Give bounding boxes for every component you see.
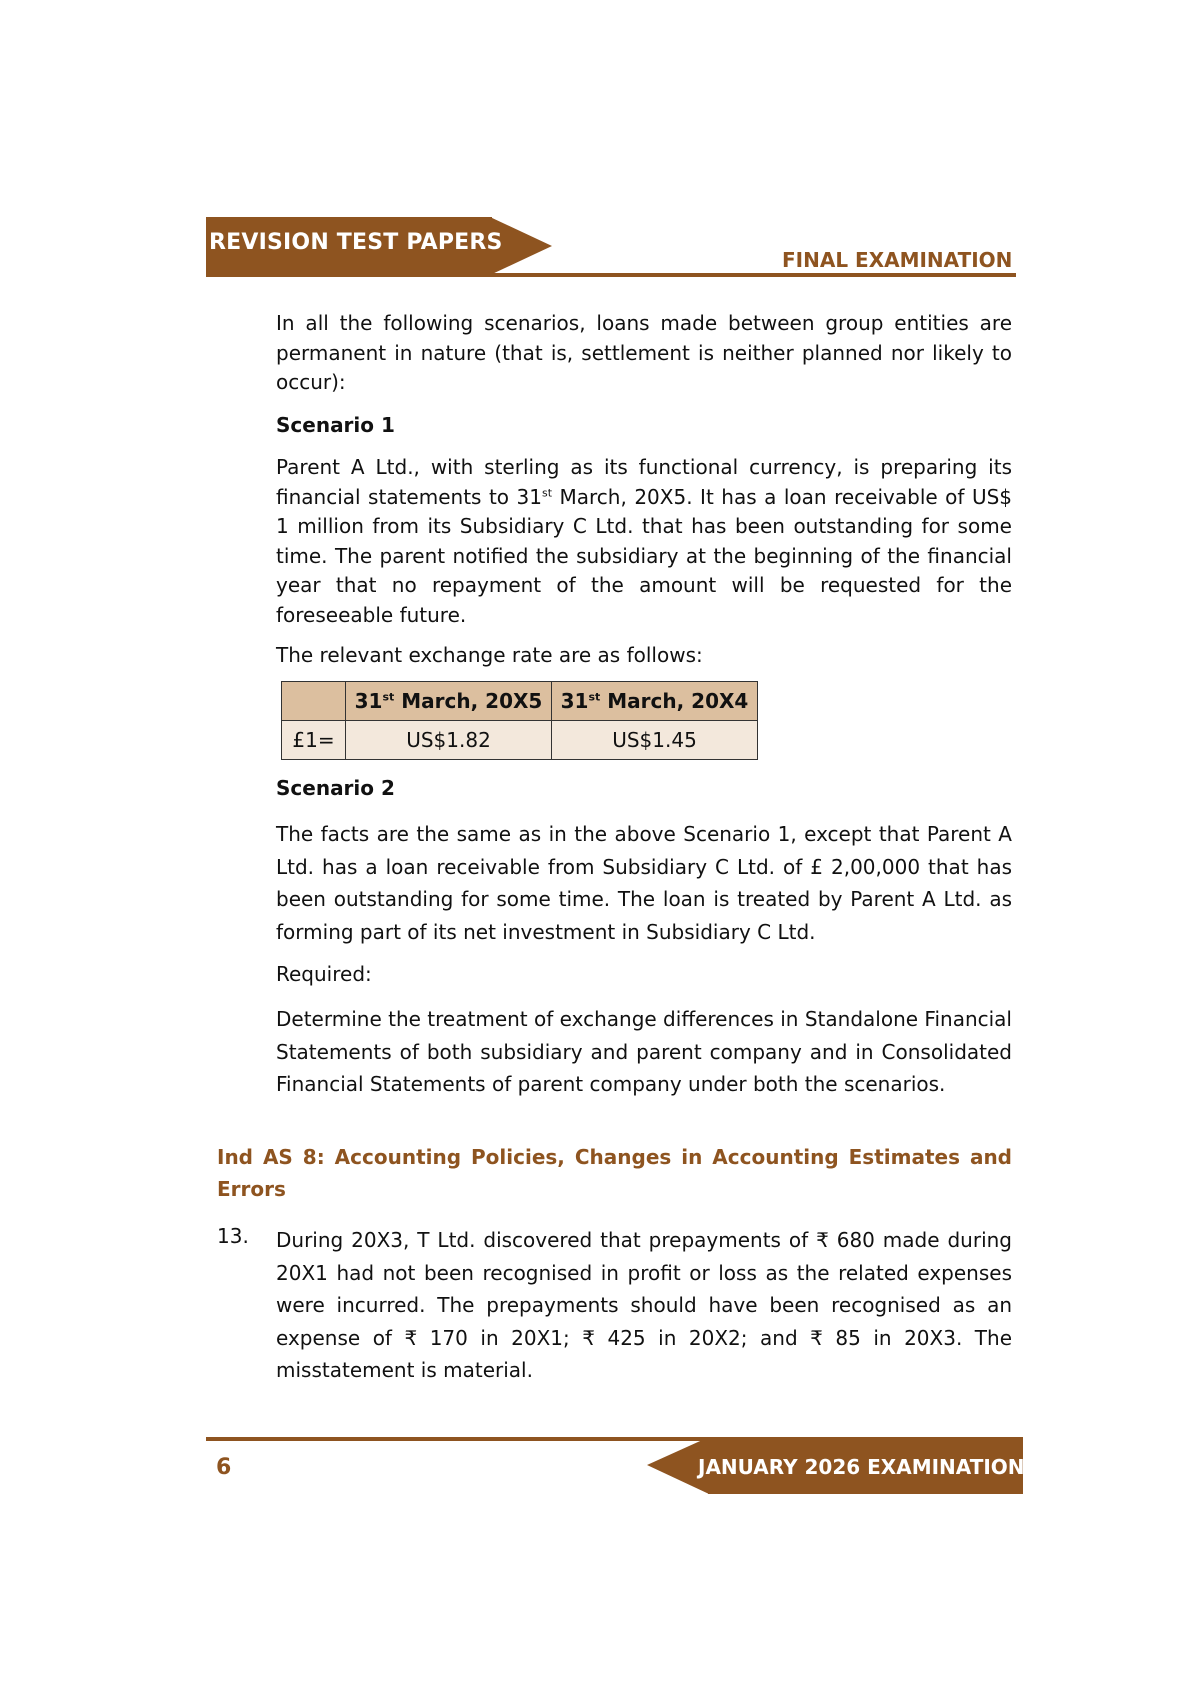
header-left-title: REVISION TEST PAPERS — [209, 230, 503, 255]
table-header-20x5: 31st March, 20X5 — [346, 682, 552, 721]
rates-intro: The relevant exchange rate are as follows: — [276, 643, 703, 667]
exchange-rate-table — [281, 681, 758, 760]
header-rule — [206, 273, 1016, 277]
table-header-20x4: 31st March, 20X4 — [552, 682, 758, 721]
footer-exam-label: JANUARY 2026 EXAMINATION — [698, 1455, 1025, 1479]
table-value-20x5: US$1.82 — [346, 721, 552, 760]
required-label: Required: — [276, 962, 372, 986]
scenario-1-sup: st — [541, 485, 553, 499]
intro-paragraph: In all the following scenarios, loans made between group entities are permanent in nature (that is, settlement is neither planned nor likely to occur): — [276, 311, 1012, 394]
page-number: 6 — [216, 1455, 232, 1480]
scenario-1-text-a: Parent A Ltd., with sterling as its functional currency, is preparing its financial statements to 31 — [276, 455, 1012, 509]
scenario-1-paragraph — [276, 453, 1012, 630]
scenario-1-heading: Scenario 1 — [276, 413, 395, 437]
table-row-label: £1= — [282, 721, 346, 760]
section-heading: Ind AS 8: Accounting Policies, Changes in Accounting Estimates and Errors — [217, 1145, 1012, 1201]
header-right-title: FINAL EXAMINATION — [782, 248, 1013, 272]
table-value-20x4: US$1.45 — [552, 721, 758, 760]
scenario-1-text-b: March, 20X5. It has a loan receivable of US$ 1 million from its Subsidiary C Ltd. that has been outstanding for some time. The parent notified the subsidiary at the beginning of the financial year that no repayment of the amount will be requested for the foreseeable future. — [276, 484, 1012, 627]
table-corner-cell — [282, 682, 346, 721]
scenario-2-heading: Scenario 2 — [276, 776, 395, 800]
scenario-2-paragraph: The facts are the same as in the above Scenario 1, except that Parent A Ltd. has a loan receivable from Subsidiary C Ltd. of £ 2,00,000 that has been outstanding for some time. The loan is treated by Parent A Ltd. as forming part of its net investment in Subsidiary C Ltd. — [276, 822, 1012, 944]
question-number: 13. — [217, 1224, 249, 1248]
table-row — [282, 721, 758, 760]
determine-paragraph: Determine the treatment of exchange differences in Standalone Financial Statements of both subsidiary and parent company and in Consolidated Financial Statements of parent company under both the scenarios. — [276, 1007, 1012, 1096]
question-13-text: During 20X3, T Ltd. discovered that prepayments of ₹ 680 made during 20X1 had not been recognised in profit or loss as the related expenses were incurred. The prepayments should have been recognised as an expense of ₹ 170 in 20X1; ₹ 425 in 20X2; and ₹ 85 in 20X3. The misstatement is material. — [276, 1228, 1012, 1382]
table-header-row — [282, 682, 758, 721]
